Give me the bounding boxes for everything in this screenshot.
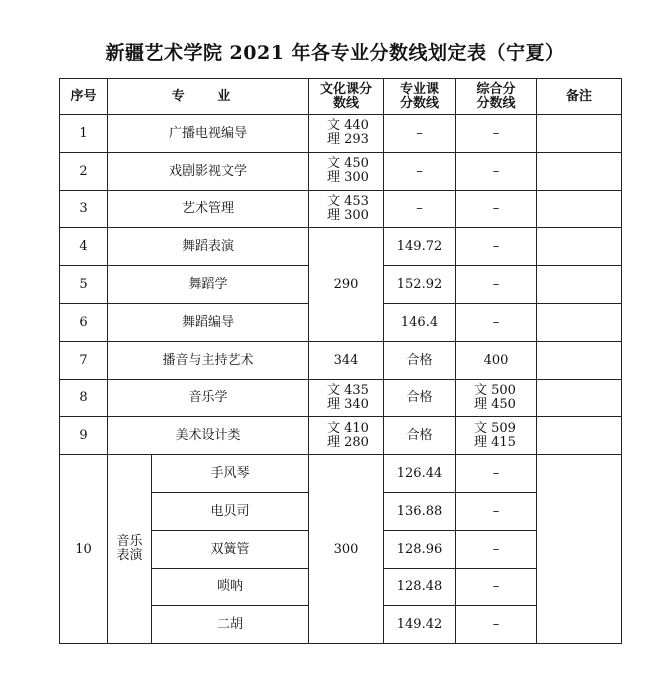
cell-seq: 2	[60, 152, 108, 190]
cell-composite: 400	[456, 341, 537, 379]
cell-note	[537, 266, 622, 304]
cell-composite: –	[456, 606, 537, 644]
header-row	[60, 79, 622, 115]
cell-composite: –	[456, 115, 537, 153]
cell-note	[537, 115, 622, 153]
cell-professional: –	[384, 115, 456, 153]
header-note: 备注	[537, 79, 622, 115]
cell-culture-dance-group: 290	[309, 228, 384, 341]
cell-note	[537, 379, 622, 417]
cell-professional: 128.96	[384, 530, 456, 568]
cell-major: 戏剧影视文学	[108, 152, 309, 190]
cell-composite: 文 500 理 450	[456, 379, 537, 417]
cell-professional: 128.48	[384, 568, 456, 606]
cell-major: 广播电视编导	[108, 115, 309, 153]
cell-seq: 3	[60, 190, 108, 228]
cell-note	[537, 303, 622, 341]
table-row	[60, 379, 622, 417]
table-row	[60, 152, 622, 190]
cell-seq: 1	[60, 115, 108, 153]
table-row	[60, 190, 622, 228]
cell-seq: 6	[60, 303, 108, 341]
cell-major: 舞蹈表演	[108, 228, 309, 266]
cell-culture: 文 453 理 300	[309, 190, 384, 228]
cell-music-group: 音乐 表演	[108, 455, 152, 644]
table-row	[60, 417, 622, 455]
cell-composite: –	[456, 303, 537, 341]
cell-major: 音乐学	[108, 379, 309, 417]
cell-major: 艺术管理	[108, 190, 309, 228]
cell-major: 美术设计类	[108, 417, 309, 455]
cell-composite: –	[456, 190, 537, 228]
header-professional: 专业课 分数线	[384, 79, 456, 115]
cell-professional: 149.42	[384, 606, 456, 644]
cell-major: 手风琴	[152, 455, 309, 493]
cell-professional: 146.4	[384, 303, 456, 341]
header-major: 专 业	[108, 79, 309, 115]
cell-professional: 152.92	[384, 266, 456, 304]
table-row	[60, 228, 622, 266]
cell-professional: 合格	[384, 379, 456, 417]
header-composite: 综合分 分数线	[456, 79, 537, 115]
cell-professional: 合格	[384, 417, 456, 455]
cell-professional: –	[384, 190, 456, 228]
cell-major: 双簧管	[152, 530, 309, 568]
cell-professional: 126.44	[384, 455, 456, 493]
cell-seq: 8	[60, 379, 108, 417]
cell-culture-music-group: 300	[309, 455, 384, 644]
cell-composite: –	[456, 266, 537, 304]
cell-composite: –	[456, 152, 537, 190]
cell-seq: 7	[60, 341, 108, 379]
cell-culture: 文 440 理 293	[309, 115, 384, 153]
table-row	[60, 455, 622, 493]
cell-major: 唢呐	[152, 568, 309, 606]
table-row	[60, 115, 622, 153]
cell-composite: –	[456, 492, 537, 530]
cell-major: 播音与主持艺术	[108, 341, 309, 379]
cell-composite: –	[456, 568, 537, 606]
cell-composite: –	[456, 455, 537, 493]
cell-composite: –	[456, 228, 537, 266]
cell-note-music-group	[537, 455, 622, 644]
cell-culture: 344	[309, 341, 384, 379]
cell-note	[537, 152, 622, 190]
score-table	[59, 78, 622, 644]
cell-seq: 9	[60, 417, 108, 455]
cell-note	[537, 228, 622, 266]
cell-seq: 5	[60, 266, 108, 304]
header-seq: 序号	[60, 79, 108, 115]
cell-major: 舞蹈学	[108, 266, 309, 304]
page-title: 新疆艺术学院 2021 年各专业分数线划定表（宁夏）	[105, 42, 565, 64]
header-culture: 文化课分 数线	[309, 79, 384, 115]
cell-culture: 文 450 理 300	[309, 152, 384, 190]
cell-professional: 136.88	[384, 492, 456, 530]
cell-major: 电贝司	[152, 492, 309, 530]
cell-professional: 149.72	[384, 228, 456, 266]
cell-seq: 4	[60, 228, 108, 266]
cell-composite: –	[456, 530, 537, 568]
cell-note	[537, 417, 622, 455]
table-row	[60, 341, 622, 379]
cell-major: 二胡	[152, 606, 309, 644]
cell-culture: 文 410 理 280	[309, 417, 384, 455]
cell-note	[537, 341, 622, 379]
cell-note	[537, 190, 622, 228]
cell-composite: 文 509 理 415	[456, 417, 537, 455]
cell-seq-music: 10	[60, 455, 108, 644]
cell-professional: 合格	[384, 341, 456, 379]
cell-major: 舞蹈编导	[108, 303, 309, 341]
cell-professional: –	[384, 152, 456, 190]
cell-culture: 文 435 理 340	[309, 379, 384, 417]
